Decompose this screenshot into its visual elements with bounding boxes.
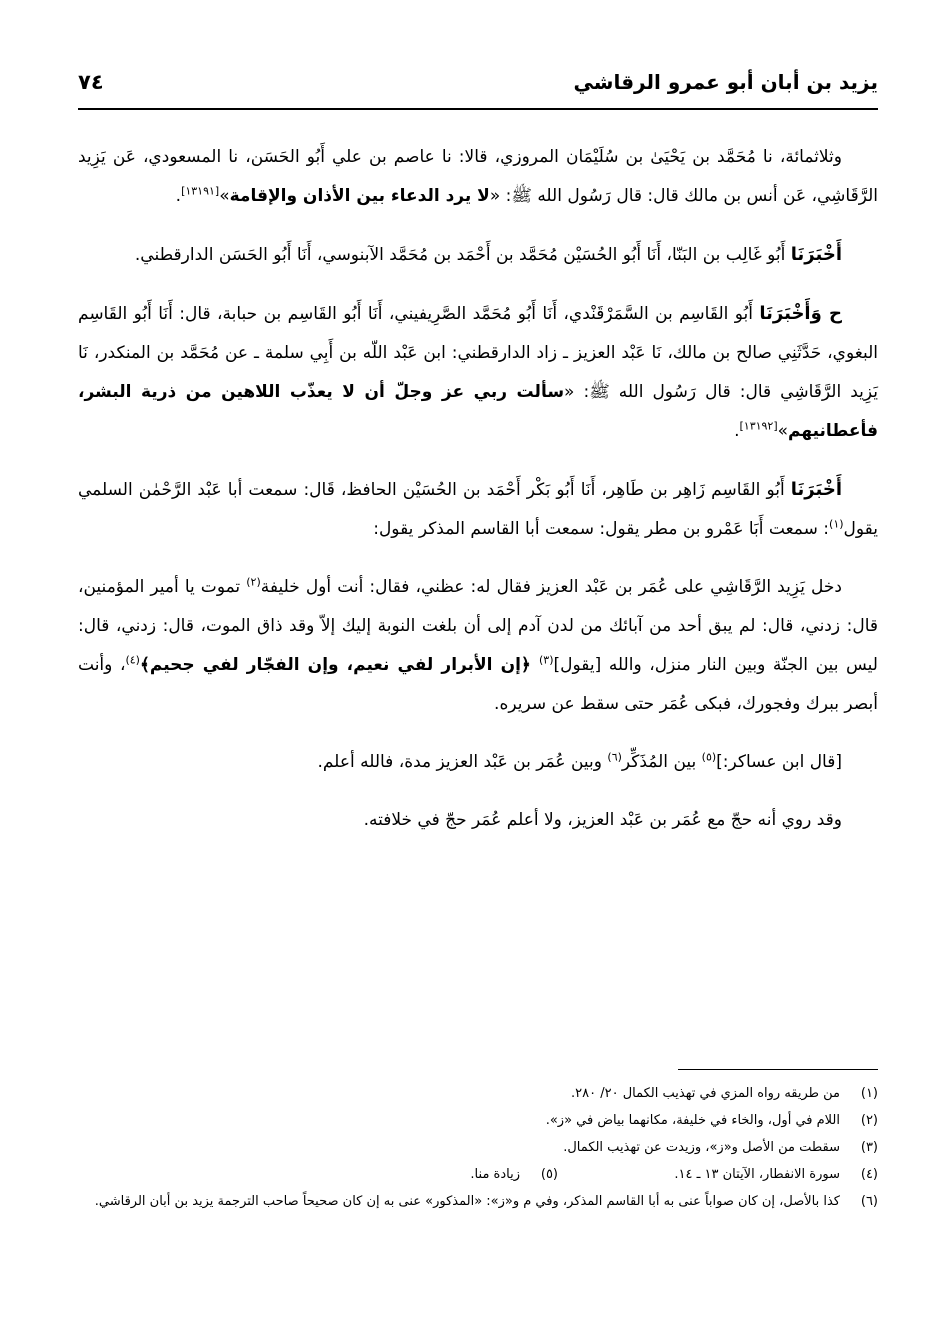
hadith-reference: [١٣١٩١] [181,184,220,198]
paragraph-text: أَبُو غَالِب بن البَنّا، أَنَا أَبُو الحُسَيْن مُحَمَّد بن أَحْمَد بن مُحَمَّد الآبنوسي، أَنَا أَبُو الحَسَن الدارقطني. [134,245,791,265]
footnote [238,1161,558,1188]
footnote-marker: (٤) [125,653,140,667]
paragraph-text: وقد روي أنه حجّ مع عُمَر بن عَبْد العزيز، ولا أعلم عُمَر حجّ في خلافته. [363,810,842,830]
footnote [78,1188,878,1215]
footnote-number: (٢) [860,1113,878,1128]
footnote [558,1161,878,1188]
quote-close: » [777,421,789,441]
page-number: ٧٤ [78,70,104,94]
quran-verse: ﴿إن الأبرار لفي نعيم، وإن الفجّار لفي جحيم﴾ [139,655,539,675]
paragraph-isnad-1 [78,235,878,275]
hadith-text: لا يرد الدعاء بين الأذان والإقامة [229,186,490,206]
header-rule [78,108,878,110]
footnote-marker: (٥) [701,750,717,764]
footnote-marker: (٢) [246,575,261,589]
quote-close: » [219,186,230,206]
lead-word: أَخْبَرَنَا [790,244,842,265]
page-header [78,62,878,102]
footnote-rule [678,1069,878,1070]
footnote-text: كذا بالأصل، إن كان صواباً عنى به أبا القاسم المذكر، وفي م و«ز»: «المذكور» عنى به إن كان صحيحاً صاحب الترجمة يزيد بن أبان الرقاشي. [94,1194,840,1209]
paragraph-final [78,801,878,840]
paragraph-hadith-1 [78,138,878,216]
paragraph-text: [قال ابن عساكر:] [716,752,842,772]
paragraph-text-cont: بين المُذَكِّر [621,752,702,772]
footnote-number: (٦) [860,1194,878,1209]
footnotes [78,1080,878,1215]
footnote-text: اللام في أول، والخاء في خليفة، مكانهما بياض في «ز». [545,1113,840,1128]
paragraph-text: دخل يَزِيد الرَّقَاشِي على عُمَر بن عَبْد العزيز فقال له: عظني، فقال: أنت أول خليفة [260,577,842,597]
footnote-marker: (٦) [607,750,622,764]
paragraph-text: أَبُو القَاسِم بن السَّمَرْقَنْدي، أَنَا أَبُو مُحَمَّد الصَّرِيفيني، أَنَا أَبُو القَاسِم بن حبابة، قال: أَنَا أَبُو القَاسِم البغوي، حَدَّثَنِي صالح بن مالك، نَا عَبْد العزيز ـ زاد الدارقطني: ابن عَبْد اللّه بن أَبِي سلمة ـ عن مُحَمَّد بن المنكدر، نَا يَزِيد الرَّقَاشِي قال: قال رَسُول الله ﷺ: « [78,304,878,402]
footnote-pair [78,1161,878,1188]
footnote-text: سورة الانفطار، الآيتان ١٣ ـ ١٤. [674,1167,840,1182]
footnote-text: زيادة منا. [470,1167,520,1182]
footnote-number: (٣) [860,1140,878,1155]
main-text [78,138,878,859]
paragraph-comment [78,743,878,782]
footnote-number: (٥) [540,1167,558,1182]
hadith-reference: [١٣١٩٢] [739,419,778,433]
footnote-marker: (١) [829,517,844,531]
footnote-text: سقطت من الأصل و«ز»، وزيدت عن تهذيب الكمال. [563,1140,840,1155]
footnote [78,1107,878,1134]
footnote-number: (٤) [860,1167,878,1182]
paragraph-isnad-2 [78,470,878,549]
hadith-text: سألت ربي عز وجلّ أن لا يعذّب اللاهين من ذرية البشر، فأعطانيهم [78,382,878,441]
paragraph-story [78,568,878,724]
paragraph-text: أَبُو القَاسِم زَاهِر بن طَاهِر، أَنَا أَبُو بَكْر أَحْمَد بن الحُسَيْن الحافظ، قَال: سمعت أبا عَبْد الرَّحْمٰن السلمي يقول [78,480,878,539]
footnote-marker: (٣) [538,653,554,667]
footnote-number: (١) [860,1086,878,1101]
paragraph-end: . [734,421,740,441]
paragraph-text-cont: : سمعت أَبَا عَمْرو بن مطر يقول: سمعت أبا القاسم المذكر يقول: [373,519,830,539]
lead-word: ح وَأَخْبَرَنَا [759,303,842,324]
paragraph-hadith-2 [78,294,878,451]
paragraph-text-cont: تموت يا أمير المؤمنين، قال: زدني، قال: لم يبق أحد من آبائك من لدن آدم إلى أن بلغت النوبة إليك إلاّ وقد ذاق الموت، قال: زدني، قال: ليس بين الجنّة وبين النار منزل، والله [يقول] [78,577,878,675]
paragraph-text: وثلاثمائة، نا مُحَمَّد بن يَحْيَىٰ بن سُلَيْمَان المروزي، قالا: نا عاصم بن علي أَبُو الحَسَن، نا المسعودي، عَن يَزِيد الرَّقَاشِي، عَن أنس بن مالك قال: قال رَسُول الله ﷺ: « [78,147,878,206]
lead-word: أَخْبَرَنَا [790,479,842,500]
paragraph-text-end: وبين عُمَر بن عَبْد العزيز مدة، فالله أعلم. [317,752,608,772]
paragraph-end: . [175,186,182,206]
footnote [78,1134,878,1161]
running-head: يزيد بن أبان أبو عمرو الرقاشي [573,70,878,94]
footnote-text: من طريقه رواه المزي في تهذيب الكمال ٢٠/ ٢٨٠. [570,1086,840,1101]
paragraph-text-end: ، وأنت أبصر ببرك وفجورك، فبكى عُمَر حتى سقط عن سريره. [78,655,878,714]
footnote [78,1080,878,1107]
